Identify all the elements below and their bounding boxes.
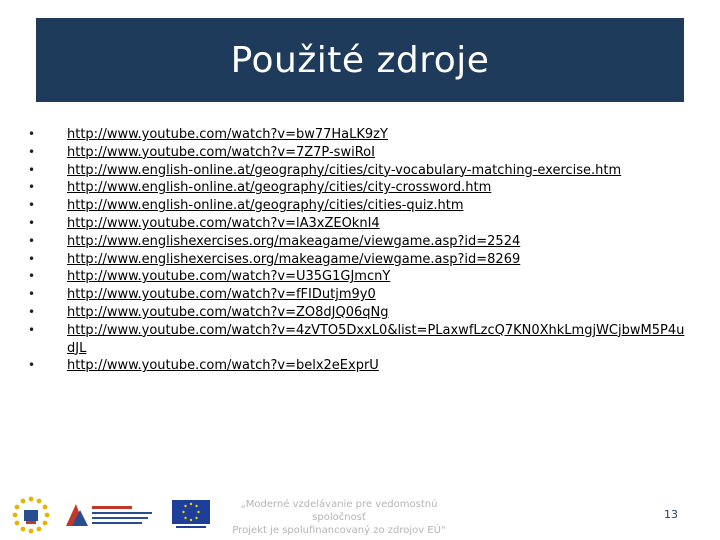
list-item: [28, 126, 688, 144]
list-item: [28, 268, 688, 286]
bullet-icon: •: [28, 127, 36, 141]
page-number: 13: [664, 508, 678, 521]
title-bar: [36, 18, 684, 102]
eu-flag-logo: [168, 498, 214, 532]
source-link[interactable]: http://www.youtube.com/watch?v=lA3xZEOknI4: [67, 215, 380, 231]
list-item: [28, 322, 688, 358]
list-item: [28, 179, 688, 197]
list-item: [28, 197, 688, 215]
bullet-icon: •: [28, 322, 36, 337]
bullet-icon: •: [28, 287, 36, 302]
bullet-icon: •: [28, 215, 36, 230]
slide-title: Použité zdroje: [230, 39, 490, 81]
footer-tagline-line2: Projekt je spolufinancovaný zo zdrojov EÚ": [232, 525, 446, 536]
source-link[interactable]: http://www.english-online.at/geography/cities/city-crossword.htm: [67, 180, 492, 196]
source-link[interactable]: http://www.youtube.com/watch?v=ZO8dJQ06qNg: [67, 304, 389, 320]
source-link[interactable]: http://www.englishexercises.org/makeagame/viewgame.asp?id=8269: [67, 251, 521, 267]
bullet-icon: •: [28, 180, 36, 195]
source-link[interactable]: http://www.youtube.com/watch?v=fFIDutjm9y0: [67, 287, 376, 303]
footer: [0, 488, 720, 540]
list-item: [28, 304, 688, 322]
list-item: [28, 144, 688, 162]
bullet-icon: •: [28, 304, 36, 319]
bullet-icon: •: [28, 269, 36, 284]
source-link[interactable]: http://www.youtube.com/watch?v=4zVTO5DxxL0&list=PLaxwfLzcQ7KN0XhkLmgjWCjbwM5P4udJL: [67, 322, 685, 356]
bullet-icon: •: [28, 198, 36, 213]
footer-tagline-line1: „Moderné vzdelávanie pre vedomostnú spoločnosť: [240, 499, 438, 523]
bullet-icon: •: [28, 233, 36, 248]
list-item: [28, 251, 688, 269]
source-link[interactable]: http://www.englishexercises.org/makeagame/viewgame.asp?id=2524: [67, 233, 521, 249]
list-item: [28, 233, 688, 251]
footer-tagline: [214, 498, 464, 537]
source-link[interactable]: http://www.youtube.com/watch?v=belx2eExprU: [67, 358, 379, 374]
list-item: [28, 286, 688, 304]
bullet-icon: •: [28, 162, 36, 177]
list-item: [28, 162, 688, 180]
bullet-icon: •: [28, 144, 36, 159]
eu-stars-logo: [10, 494, 52, 536]
link-list: [28, 126, 688, 375]
bullet-icon: •: [28, 251, 36, 266]
list-item: [28, 215, 688, 233]
agency-logo: [62, 500, 160, 530]
list-item: [28, 357, 688, 375]
source-link[interactable]: http://www.english-online.at/geography/cities/cities-quiz.htm: [67, 198, 464, 214]
source-link[interactable]: http://www.youtube.com/watch?v=bw77HaLK9zY: [67, 127, 388, 142]
source-link[interactable]: http://www.english-online.at/geography/cities/city-vocabulary-matching-exercise.htm: [67, 162, 622, 178]
bullet-icon: •: [28, 358, 36, 373]
source-link[interactable]: http://www.youtube.com/watch?v=U35G1GJmcnY: [67, 269, 391, 285]
source-link[interactable]: http://www.youtube.com/watch?v=7Z7P-swiRoI: [67, 144, 375, 160]
